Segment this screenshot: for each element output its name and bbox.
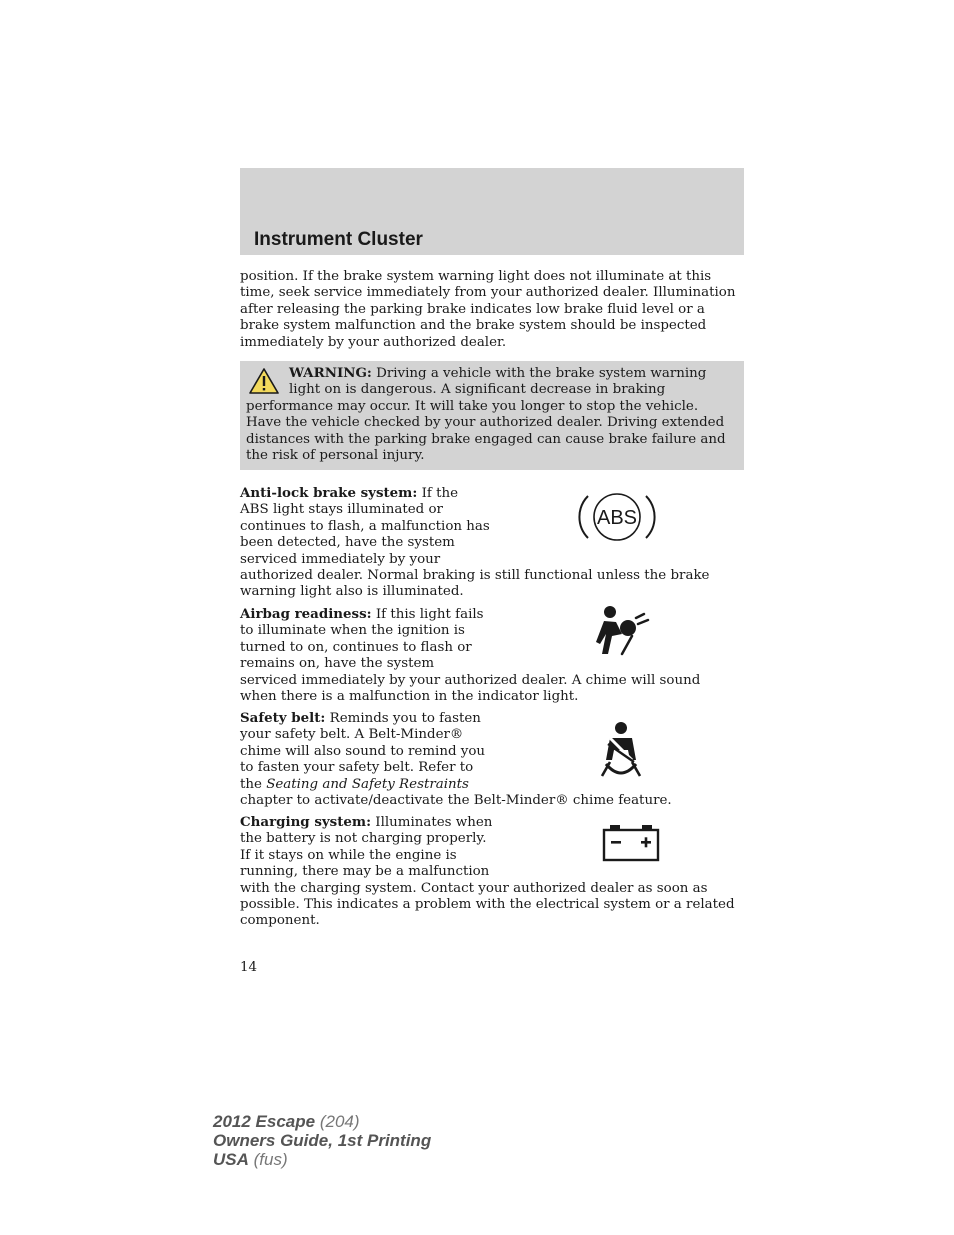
intro-line: time, seek service immediately from your authorized dealer. Illumination: [240, 285, 736, 301]
warning-box: [240, 361, 744, 470]
safety-belt-line: chime will also sound to remind you: [240, 743, 486, 759]
airbag-label: Airbag readiness:: [240, 606, 372, 622]
section-header-band: [240, 168, 744, 255]
airbag-section: [240, 606, 744, 705]
footer-printing: Owners Guide, 1st Printing: [213, 1131, 432, 1150]
airbag-line: when there is a malfunction in the indicator light.: [240, 689, 579, 705]
abs-line: been detected, have the system: [240, 535, 455, 551]
safety-belt-label: Safety belt:: [240, 710, 326, 726]
abs-line: authorized dealer. Normal braking is still functional unless the brake: [240, 568, 710, 584]
intro-line: brake system malfunction and the brake system should be inspected: [240, 318, 707, 334]
abs-line: If the: [421, 486, 458, 501]
abs-label: Anti-lock brake system:: [240, 485, 418, 501]
seatbelt-icon: [598, 720, 644, 780]
warning-line: Driving a vehicle with the brake system warning: [376, 366, 707, 381]
warning-line: light on is dangerous. A significant decrease in braking: [289, 382, 666, 398]
intro-line: after releasing the parking brake indicates low brake fluid level or a: [240, 301, 705, 317]
intro-line: immediately by your authorized dealer.: [240, 334, 507, 350]
charging-line: the battery is not charging properly.: [240, 831, 487, 847]
warning-text: [246, 365, 734, 464]
charging-line: with the charging system. Contact your authorized dealer as soon as: [240, 880, 708, 896]
abs-section: [240, 485, 744, 601]
airbag-line: If this light fails: [375, 607, 484, 622]
footer-market: USA: [213, 1150, 249, 1169]
airbag-line: remains on, have the system: [240, 656, 435, 672]
chapter-reference: Seating and Safety Restraints: [266, 776, 469, 792]
airbag-line: to illuminate when the ignition is: [240, 623, 465, 639]
charging-line: component.: [240, 913, 320, 929]
battery-icon: [602, 823, 660, 863]
footer-model: 2012 Escape: [213, 1112, 316, 1131]
document-footer: [213, 1112, 431, 1169]
charging-label: Charging system:: [240, 814, 372, 830]
abs-line: serviced immediately by your: [240, 551, 441, 567]
intro-paragraph: [240, 269, 744, 351]
page-number: 14: [240, 960, 258, 975]
section-title: Instrument Cluster: [254, 229, 423, 250]
safety-belt-line: to fasten your safety belt. Refer to: [240, 760, 474, 776]
safety-belt-section: [240, 710, 744, 809]
charging-line: Illuminates when: [375, 815, 493, 830]
intro-line: position. If the brake system warning light does not illuminate at this: [240, 269, 712, 284]
footer-market-code: (fus): [253, 1150, 288, 1169]
safety-belt-line: chapter to activate/deactivate the Belt-Minder® chime feature.: [240, 793, 672, 809]
abs-line: continues to flash, a malfunction has: [240, 518, 490, 534]
charging-section: [240, 814, 744, 930]
abs-line: warning light also is illuminated.: [240, 584, 464, 600]
airbag-icon: [592, 604, 652, 658]
warning-line: the risk of personal injury.: [246, 448, 425, 464]
abs-line: ABS light stays illuminated or: [240, 502, 443, 518]
safety-belt-line: the: [240, 776, 267, 792]
charging-line: possible. This indicates a problem with the electrical system or a related: [240, 897, 735, 913]
airbag-line: turned to on, continues to flash or: [240, 639, 472, 655]
warning-line: Have the vehicle checked by your authorized dealer. Driving extended: [246, 415, 725, 431]
airbag-line: serviced immediately by your authorized dealer. A chime will sound: [240, 672, 701, 688]
safety-belt-line: your safety belt. A Belt-Minder®: [240, 727, 464, 743]
warning-line: performance may occur. It will take you longer to stop the vehicle.: [246, 398, 699, 414]
warning-line: distances with the parking brake engaged can cause brake failure and: [246, 431, 726, 447]
charging-line: running, there may be a malfunction: [240, 864, 490, 880]
safety-belt-line: Reminds you to fasten: [329, 711, 481, 726]
abs-warning-icon: [578, 486, 656, 548]
abs-icon-text: ABS: [596, 507, 638, 529]
footer-code: (204): [319, 1112, 360, 1131]
charging-line: If it stays on while the engine is: [240, 847, 457, 863]
warning-label: WARNING:: [289, 365, 372, 381]
